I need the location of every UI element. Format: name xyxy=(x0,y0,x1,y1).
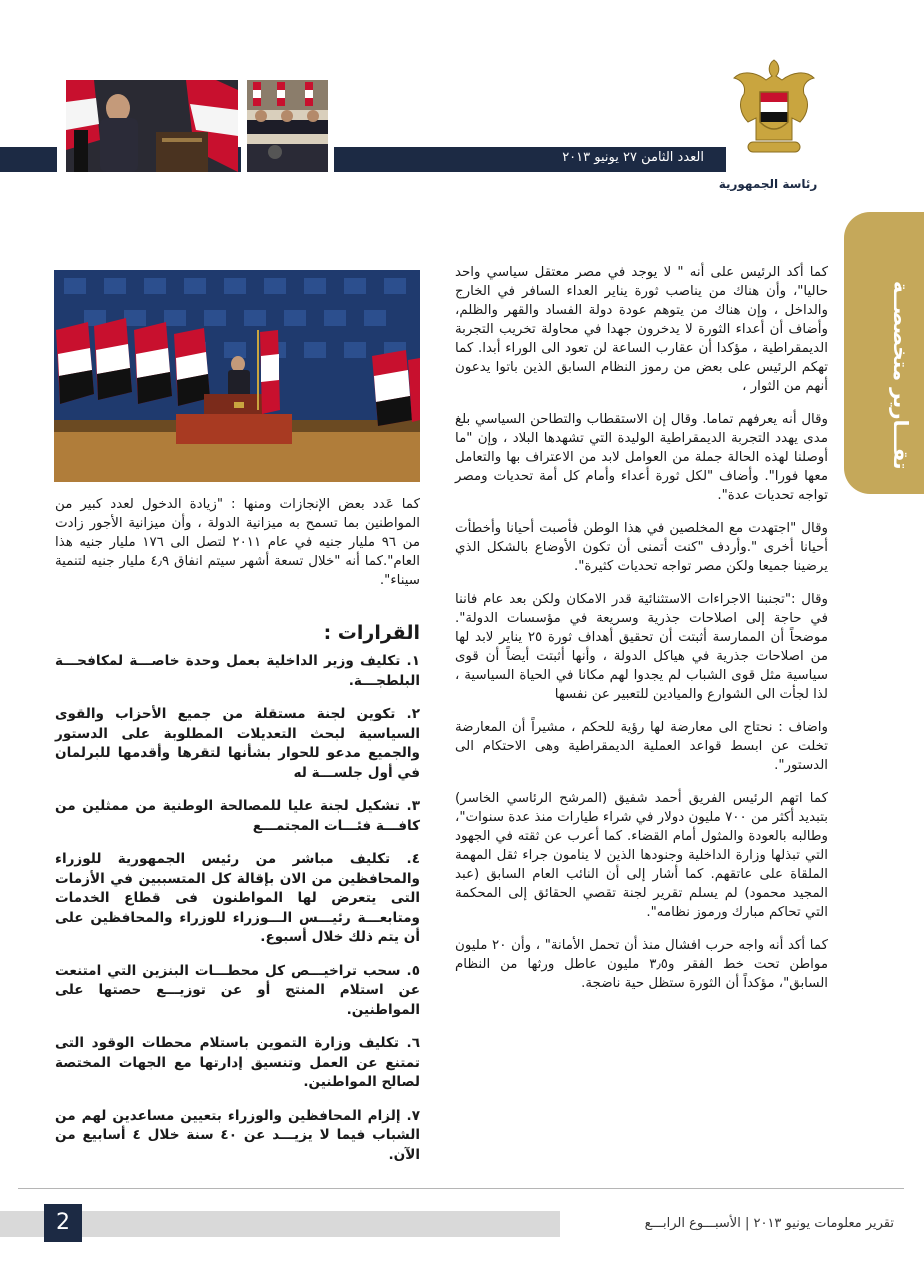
article-left-paragraph: كما عَدد بعض الإنجازات ومنها : "زيادة الدخول لعدد كبير من المواطنين بما تسمح به ميزانية الدولة ، وأن ميزانية الأجور زادت من ٩٦ مليار جنيه في عام ٢٠١١ لتصل الى ١٧٦ مليار جنيه هذا العام".كما أنه "خلال تسعة أشهر سيتم انفاق ٤٫٩ مليار جنيه لتنمية سيناء". xyxy=(55,497,421,588)
page-number: 2 xyxy=(44,1204,82,1242)
decision-item: ٤. تكليف مباشر من رئيس الجمهورية للوزراء والمحافظين من الان بإقالة كل المتسببين في الأزمات التى يتعرض لها المواطنون فى قطاع الخدمات ومتابعـــة رئيـــس الـــوزراء للوزراء والمحافظين على أن يتم ذلك خلال أسبوع. xyxy=(55,851,420,945)
article-paragraph: وقال :"تجنبنا الاجراءات الاستثنائية قدر الامكان ولكن بعد عام فاننا في حاجة إلى اصلاحات جذرية وسريعة في مؤسسات الدولة". موضحاً أن الممارسة أثبتت أن تحقيق أهداف ثورة ٢٥ يناير لابد لها من اصلاحات جذرية في هياكل الدولة ، وأنها أثبتت أيضاً أن قوى سياسية مثل قوى الشباب لم يجدوا لهم مكانا في الحياة السياسية ، لذا لجأت الى الشوارع والميادين للتعبير عن نفسها xyxy=(455,592,828,702)
article-paragraph: كما اتهم الرئيس الفريق أحمد شفيق (المرشح الرئاسي الخاسر) بتبديد أكثر من ٧٠٠ مليون دولار في شراء طيارات منذ عدة سنوات"، وطالبه بالعودة والمثول أمام القضاء. كما أعرب عن ثقته في الجهود التي تبذلها وزارة الداخلية وجنودها الذين لا ينامون جراء ثقل المهمة الملقاة على عاتقهم. كما أشار إلى أن النائب العام السابق (عبد المجيد محمود) لم يسلم تقرير لجنة تقصي الحقائق إلى المحكمة التي تحاكم مبارك ورموز نظامه". xyxy=(455,791,828,920)
article-paragraph: كما أكد أنه واجه حرب افشال منذ أن تحمل الأمانة" ، وأن ٢٠ مليون مواطن تحت خط الفقر و٣٫٥ مليون عاطل ورثها من النظام السابق"، مؤكداً أن الثورة ستظل حية ناضجة. xyxy=(455,938,828,991)
decisions-section xyxy=(55,622,420,1179)
header-photo-meeting xyxy=(247,80,328,172)
article-paragraph: كما أكد الرئيس على أنه " لا يوجد في مصر معتقل سياسي واحد حاليا"، وأن هناك من يناصب ثورة يناير العداء السافر في الخارج والداخل ، وإن هناك من يتوهم عودة دولة الفساد والقهر والظلم، وأضاف أن أعداء الثورة لا يدخرون جهدا في محاولة تخريب التجربة الديمقراطية ، مؤكدا أن عقارب الساعة لن تعود الى الوراء أبدا. كما تهكم الرئيس على بعض من رموز النظام السابق الذين باتوا يدعون أنهم من الثوار ، xyxy=(455,265,828,394)
decision-item: ٧. إلزام المحافظين والوزراء بتعيين مساعدين لهم من الشباب فيما لا يزيـــد عن ٤٠ سنة خلال ٤ أسابيع من الآن. xyxy=(55,1107,421,1163)
header-band-left xyxy=(0,147,57,172)
article-paragraph: واضاف : نحتاج الى معارضة لها رؤية للحكم ، مشيراً أن المعارضة تخلت عن ابسط قواعد العملية الديمقراطية وهى الاحتكام الى الدستور". xyxy=(455,720,828,773)
egypt-eagle-logo xyxy=(728,56,820,180)
decision-item: ٥. سحب تراخيـــص كل محطـــات البنزين التي امتنعت عن استلام المنتج أو عن توزيـــع حصتها على المواطنين. xyxy=(55,962,420,1018)
main-photo-speech-hall xyxy=(54,270,420,482)
decision-item: ٣. تشكيل لجنة عليا للمصالحة الوطنية من ممثلين من كافـــة فئـــات المجتمـــع xyxy=(55,798,420,834)
footer-report-label: تقرير معلومات يونيو ٢٠١٣ | الأسبـــوع الرابـــع xyxy=(644,1216,894,1231)
header-photo-speech xyxy=(66,80,238,172)
footer-divider xyxy=(18,1188,904,1189)
article-paragraph: وقال أنه يعرفهم تماما. وقال إن الاستقطاب والتطاحن السياسي بلغ مدى يهدد التجربة الديمقراطية الوليدة التي تشهدها البلاد ، وإن "ما أوصلنا لهذه الحالة جملة من العوامل لابد من الاعتراف بها والتعامل معها فورا". وأضاف "لكل ثورة أعداء وأمام كل أمة تحديات ومصر تواجه تحديات عدة". xyxy=(455,412,828,503)
section-side-tab-label: تقـــارير متخصصــة xyxy=(889,281,913,470)
decision-item: ١. تكليف وزير الداخلية بعمل وحدة خاصـــة لمكافحـــة البلطجـــة. xyxy=(55,653,420,689)
decision-item: ٦. تكليف وزارة التموين باستلام محطات الوقود التى تمتنع عن العمل وتنسيق إدارتها مع الجهات المختصة لصالح المواطنين. xyxy=(55,1035,420,1090)
article-right-column xyxy=(455,263,828,1007)
presidency-label: رئاسة الجمهورية xyxy=(718,177,818,191)
decision-item: ٢. تكوين لجنة مستقلة من جميع الأحزاب والقوى السياسية لبحث التعديلات المطلوبة على الدستور والجميع مدعو للحوار بشأنها لتقرها وأقدمها للبرلمان في أول جلســـة له xyxy=(55,706,420,781)
issue-label: العدد الثامن ٢٧ يونيو ٢٠١٣ xyxy=(562,150,704,165)
footer-bar xyxy=(0,1211,560,1237)
decisions-title: القرارات : xyxy=(323,622,420,644)
article-paragraph: وقال "اجتهدت مع المخلصين في هذا الوطن فأصبت أحيانا وأخطأت أحيانا أخرى ".وأردف "كنت أتمنى أن تكون الأوضاع بالشكل الذي يرضينا جميعا ولكن مصر تواجه تحديات كثيرة". xyxy=(455,521,828,574)
